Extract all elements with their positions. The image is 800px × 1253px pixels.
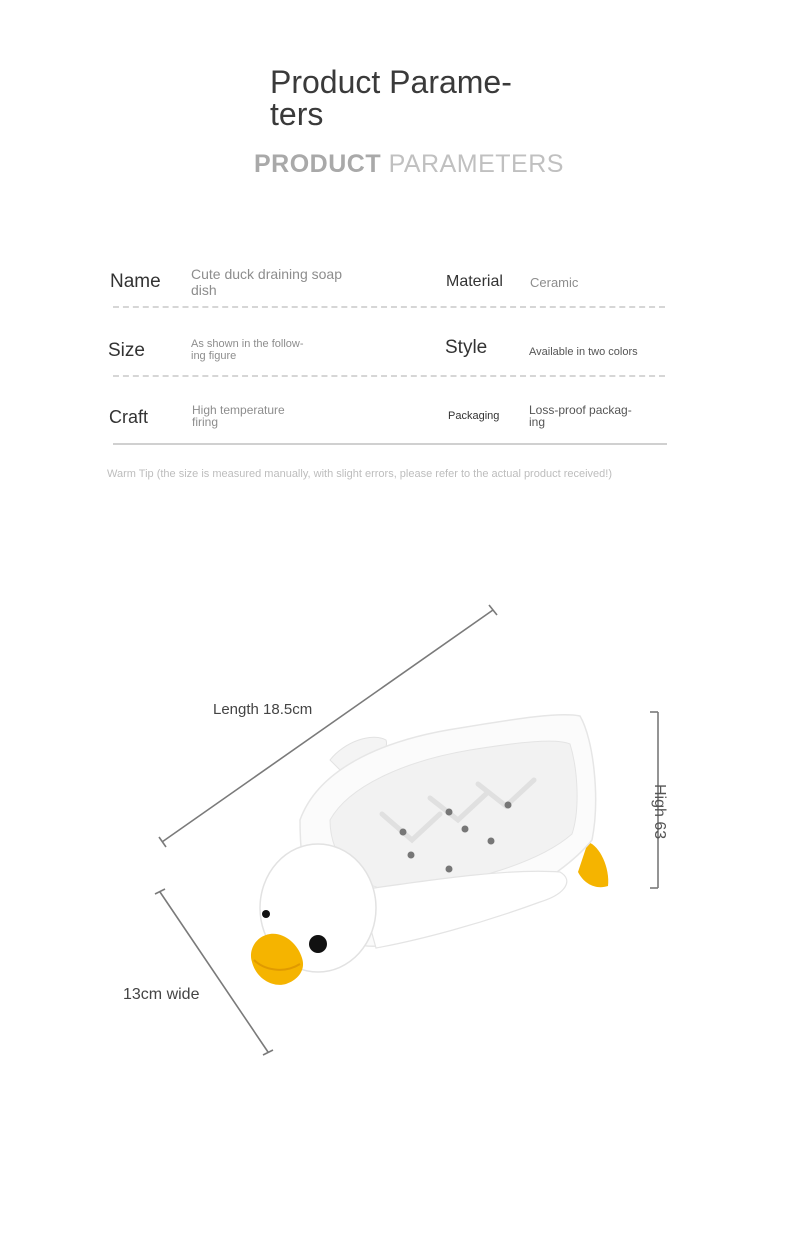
size-label: Size [108,340,145,361]
length-label: Length 18.5cm [213,701,313,718]
craft-value-line-2: firing [192,415,219,429]
width-dimension-line [160,892,268,1052]
packaging-value-line-1: Loss-proof packag- [529,403,632,417]
material-label: Material [446,273,503,290]
size-value-line-2: ing figure [191,350,237,362]
packaging-value-line-2: ing [529,415,546,429]
name-value-line-1: Cute duck draining soap [191,266,342,282]
page-title-line-1: Product Parame- [270,64,512,100]
craft-value-line-1: High temperature [192,403,285,417]
size-value [191,338,304,362]
craft-label: Craft [109,407,149,427]
warm-tip: Warm Tip (the size is measured manually, with slight errors, please refer to the actual product received!) [107,468,612,480]
page-title-line-2: ters [270,96,324,132]
name-label: Name [110,271,161,292]
row-divider-1 [113,306,665,308]
style-label: Style [445,337,488,358]
table-bottom-line [113,443,667,445]
name-value [191,266,342,298]
subtitle-light: PARAMETERS [388,150,564,178]
width-label: 13cm wide [123,986,200,1003]
packaging-label: Packaging [448,410,500,422]
height-label: High 63 [651,784,668,840]
subtitle-bold: PRODUCT [254,150,382,178]
size-value-line-1: As shown in the follow- [191,338,304,350]
material-value: Ceramic [530,275,579,290]
page-title [270,66,560,130]
duck-soap-dish [251,715,608,985]
duck-eye [309,935,327,953]
name-value-line-2: dish [191,282,217,298]
packaging-value [529,404,632,428]
craft-value [192,404,285,428]
product-illustration [0,560,800,1080]
style-value: Available in two colors [529,346,638,358]
row-divider-2 [113,375,665,377]
page-subtitle [254,150,564,179]
